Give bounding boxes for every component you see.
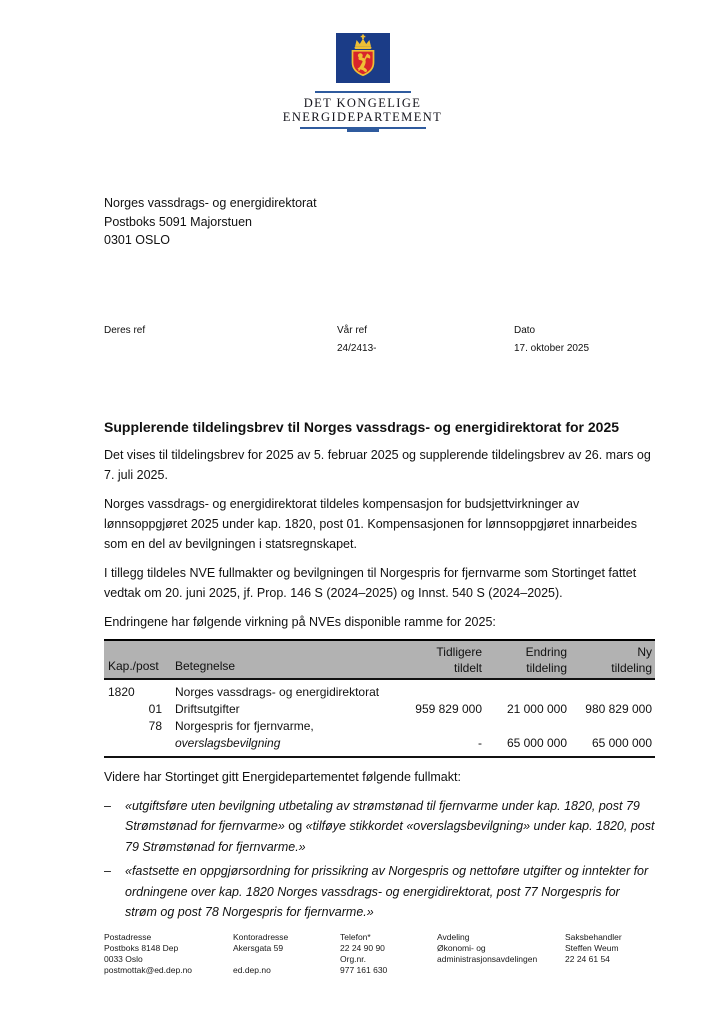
cell-endring <box>482 679 567 701</box>
bullet2-quote: «fastsette en oppgjørsordning for prissikring av Norgespris og nettoføre utgifter og inntekter for ordningene over kap. 1820 Norges vassdrags- og energidirektorat, post 77 Norgespris for strøm og post 78 Norgespris for fjernvarme.» <box>125 864 649 919</box>
var-ref-label: Vår ref <box>337 324 368 336</box>
table-row <box>104 679 655 701</box>
header-tidligere-line2: tildelt <box>453 660 482 675</box>
footer-kontoradresse-column <box>233 932 337 976</box>
table-row <box>104 701 655 718</box>
footer-label: Org.nr. <box>340 954 366 964</box>
footer-value: Akersgata 59 <box>233 943 284 953</box>
footer-value <box>565 965 660 976</box>
footer-label: Avdeling <box>437 932 470 942</box>
dato-column <box>514 325 655 355</box>
footer-label: Saksbehandler <box>565 932 622 942</box>
dato-value: 17. oktober 2025 <box>514 342 590 354</box>
cell-tidligere <box>392 718 482 735</box>
footer-value: 0033 Oslo <box>104 954 143 964</box>
footer-caseworker-name: Steffen Weum <box>565 943 619 953</box>
header-endring-line2: tildeling <box>526 660 567 675</box>
footer-phone: 22 24 90 90 <box>340 943 385 953</box>
cell-post: 78 <box>148 718 162 733</box>
var-ref-column <box>337 325 514 355</box>
cell-betegnelse: Driftsutgifter <box>175 701 240 716</box>
cell-endring <box>482 718 567 735</box>
header-ny-line1: Ny <box>637 644 652 659</box>
mandate-list <box>104 796 655 923</box>
cell-tidligere: 959 829 000 <box>415 701 482 716</box>
header-ny-line2: tildeling <box>611 660 652 675</box>
royal-coat-of-arms-icon <box>336 33 390 83</box>
footer-label: Postadresse <box>104 932 152 942</box>
recipient-address-block <box>104 194 655 250</box>
allocation-table-header <box>104 640 655 679</box>
footer-label: Telefon* <box>340 932 371 942</box>
footer-orgnr: 977 161 630 <box>340 965 388 975</box>
deres-ref-column <box>104 325 337 355</box>
list-item <box>104 796 655 858</box>
coat-of-arms-emblem <box>336 33 390 88</box>
header-tidligere-line1: Tidligere <box>436 644 482 659</box>
table-row <box>104 735 655 757</box>
cell-ny: 65 000 000 <box>591 735 652 750</box>
cell-betegnelse: overslagsbevilgning <box>175 735 281 750</box>
footer-postadresse-column <box>104 932 230 976</box>
cell-ny: 980 829 000 <box>585 701 652 716</box>
reference-row <box>104 325 655 355</box>
cell-ny <box>567 718 655 735</box>
footer-saksbehandler-column <box>565 932 660 976</box>
paragraph-3: I tillegg tildeles NVE fullmakter og bevilgningen til Norgespris for fjernvarme som Stortinget fattet vedtak om 20. juni 2025, jf. Prop. 146 S (2024–2025) og Innst. 540 S (2024–2025). <box>104 565 637 600</box>
paragraph-1: Det vises til tildelingsbrev for 2025 av 5. februar 2025 og supplerende tildelingsbrev av 26. mars og 7. juli 2025. <box>104 447 651 482</box>
recipient-postbox: Postboks 5091 Majorstuen <box>104 214 253 229</box>
list-item <box>104 861 655 923</box>
cell-betegnelse: Norges vassdrags- og energidirektorat <box>175 684 380 699</box>
footer-value <box>233 954 337 965</box>
letter-content <box>0 194 725 923</box>
dash-marker: – <box>104 864 111 878</box>
org-name-line2: ENERGIDEPARTEMENT <box>282 109 443 124</box>
cell-tidligere <box>392 679 482 701</box>
cell-tidligere: - <box>478 735 482 750</box>
footer-telefon-column <box>340 932 434 976</box>
bullet1-connector: og <box>284 819 306 833</box>
table-row <box>104 718 655 735</box>
deres-ref-label: Deres ref <box>104 324 146 336</box>
var-ref-value: 24/2413- <box>337 342 377 354</box>
recipient-city: 0301 OSLO <box>104 233 171 247</box>
header-kap-post: Kap./post <box>108 659 159 673</box>
cell-ny <box>567 679 655 701</box>
footer-label: Kontoradresse <box>233 932 289 942</box>
org-name-line1: DET KONGELIGE <box>303 96 422 110</box>
cell-endring: 21 000 000 <box>506 701 567 716</box>
header-betegnelse: Betegnelse <box>175 659 236 673</box>
footer-avdeling-column <box>437 932 562 976</box>
bullet1-quote1: «utgiftsføre uten bevilgning utbetaling av strømstønad til fjernvarme under kap. 1820, post 79 Strømstønad for fjernvarme» <box>125 798 640 833</box>
deres-ref-value <box>104 343 337 355</box>
paragraph-5: Videre har Stortinget gitt Energidepartementet følgende fullmakt: <box>104 769 461 784</box>
footer-value <box>437 965 562 976</box>
footer-value: Økonomi- og <box>437 943 486 953</box>
dato-label: Dato <box>514 324 536 336</box>
header-endring-line1: Endring <box>525 644 567 659</box>
footer-value: Postboks 8148 Dep <box>104 943 179 953</box>
footer-email: postmottak@ed.dep.no <box>104 965 193 975</box>
footer-website: ed.dep.no <box>233 965 271 975</box>
cell-kap: 1820 <box>108 684 135 699</box>
paragraph-4: Endringene har følgende virkning på NVEs disponible ramme for 2025: <box>104 614 496 629</box>
letter-title: Supplerende tildelingsbrev til Norges vassdrags- og energidirektorat for 2025 <box>104 418 620 435</box>
letterhead-rule-bottom <box>300 127 426 133</box>
footer-caseworker-phone: 22 24 61 54 <box>565 954 610 964</box>
allocation-table <box>104 639 655 758</box>
paragraph-2: Norges vassdrags- og energidirektorat tildeles kompensasjon for budsjettvirkninger av lønnsoppgjøret 2025 under kap. 1820, post 01. Kompensasjonen for lønnsoppgjøret innarbeides som en del av bevilgningen i statsregnskapet. <box>104 496 637 551</box>
cell-endring: 65 000 000 <box>506 735 567 750</box>
letterhead <box>0 0 725 133</box>
cell-post: 01 <box>148 701 162 716</box>
recipient-name: Norges vassdrags- og energidirektorat <box>104 196 317 210</box>
footer-value: administrasjonsavdelingen <box>437 954 538 964</box>
letterhead-rule-top <box>315 91 411 93</box>
dash-marker: – <box>104 798 111 813</box>
bullet1-quote2: «tilføye stikkordet «overslagsbevilgning» under kap. 1820, post 79 Strømstønad for fjernvarme.» <box>125 819 655 854</box>
cell-betegnelse: Norgespris for fjernvarme, <box>175 718 314 733</box>
